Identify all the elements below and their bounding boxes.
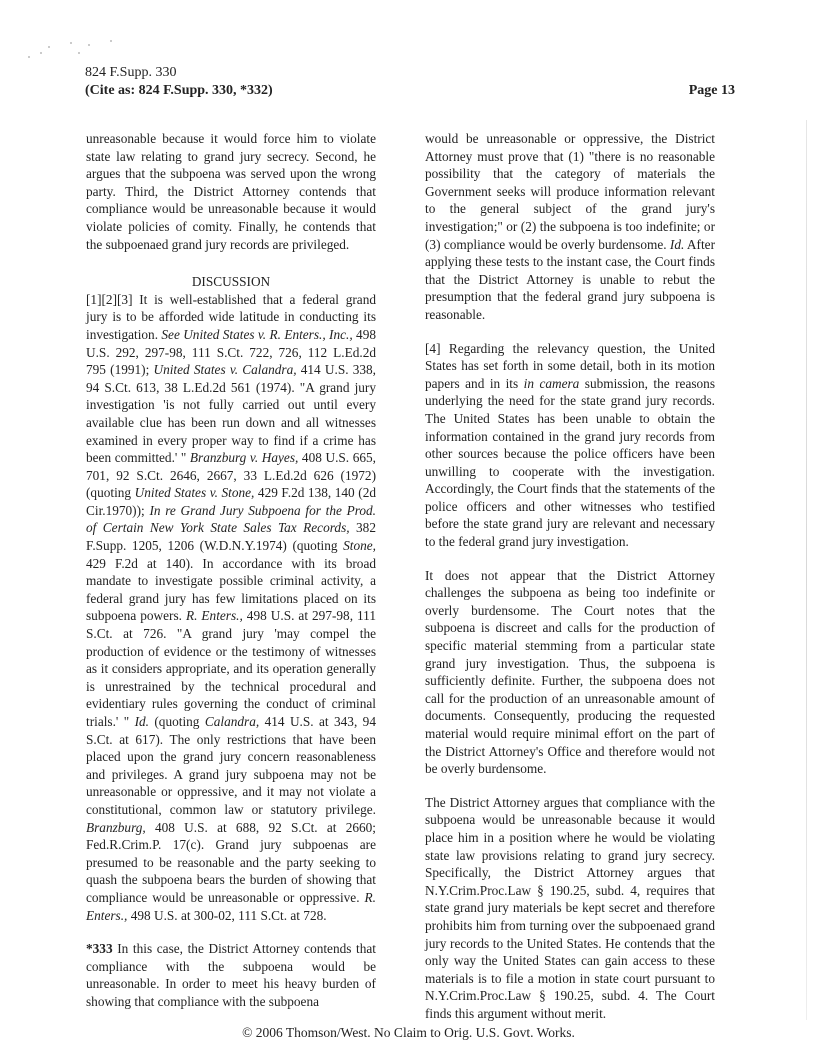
section-heading: DISCUSSION — [191, 274, 271, 290]
cite-as-line: (Cite as: 824 F.Supp. 330, *332) — [85, 83, 273, 98]
paragraph: The District Attorney argues that compliance with the subpoena would be unreasonable because it would place him in a position where he would be violating state law provisions relating to grand jury secrecy. Specifically, the District Attorney argues that N.Y.Crim.Proc.Law § 190.25, subd. 4, requires that state grand jury materials be kept secret and therefore prohibits him from turning over the subpoenaed grand jury records to the United States. He contends that the only way the United States can gain access to these materials is to file a motion in state court pursuant to N.Y.Crim.Proc.Law § 190.25, subd. 4. The Court finds this argument without merit. — [425, 794, 715, 1021]
scan-margin-edge — [806, 120, 807, 1020]
paragraph: unreasonable because it would force him to violate state law relating to grand jury secrecy. Second, he argues that the subpoena was served upon the wrong party. Third, the District Attorney contends that compliance would be unreasonable because it would violate policies of comity. Finally, he contends that the subpoenaed grand jury records are privileged. — [86, 131, 376, 252]
paragraph-discussion: [1][2][3] It is well-established that a federal grand jury is to be afforded wide latitude in conducting its investigation. See United States v. R. Enters., Inc., 498 U.S. 292, 297-98, 111 S.Ct. 722, 726, 112 L.Ed.2d 795 (1991); United States v. Calandra, 414 U.S. 338, 94 S.Ct. 613, 38 L.Ed.2d 561 (1974). "A grand jury investigation 'is not fully carried out until every available clue has been run down and all witnesses examined in every proper way to find if a crime has been committed.' " Branzburg v. Hayes, 408 U.S. 665, 701, 92 S.Ct. 2646, 2667, 33 L.Ed.2d 626 (1972) (quoting United States v. Stone, 429 F.2d 138, 140 (2d Cir.1970)); In re Grand Jury Subpoena for the Prod. of Certain New York State Sales Tax Records, 382 F.Supp. 1205, 1206 (W.D.N.Y.1974) (quoting Stone, 429 F.2d at 140). In accordance with its broad mandate to investigate possible criminal activity, a federal grand jury has few limitations placed on its subpoena powers. R. Enters., 498 U.S. at 297-98, 111 S.Ct. at 726. "A grand jury 'may compel the production of evidence or the testimony of witnesses as it considers appropriate, and its operation generally is unrestrained by the technical procedural and evidentiary rules governing the conduct of criminal trials.' " Id. (quoting Calandra, 414 U.S. at 343, 94 S.Ct. at 617). The only restrictions that have been placed upon the grand jury concern reasonableness and privileges. A grand jury subpoena may not be unreasonable or oppressive, and it may not violate a constitutional, common law or statutory privilege. Branzburg, 408 U.S. at 688, 92 S.Ct. at 2660; Fed.R.Crim.P. 17(c). Grand jury subpoenas are presumed to be reasonable and the party seeking to quash the subpoena bears the burden of showing that compliance would be unreasonable or oppressive. R. Enters., 498 U.S. at 300-02, 111 S.Ct. at 728. — [86, 291, 376, 923]
paragraph: [4] Regarding the relevancy question, the United States has set forth in some detail, both in its motion papers and in its in camera submission, the reasons underlying the need for the state grand jury records. The United States has been unable to obtain the information contained in the grand jury records from other sources because the police officers have been unwilling to cooperate with the investigation. Accordingly, the Court finds that the statements of the police officers and other witnesses who testified before the state grand jury are relevant and necessary to the federal grand jury investigation. — [425, 340, 715, 550]
page-number: Page 13 — [688, 83, 735, 98]
left-column — [86, 130, 376, 1027]
page-header — [85, 64, 735, 100]
paragraph: It does not appear that the District Attorney challenges the subpoena as being too indefinite or overly burdensome. The Court notes that the subpoena is discreet and calls for the production of specific material stemming from a particular state grand jury investigation. Thus, the subpoena is sufficiently definite. Further, the subpoena does not call for the production of an unreasonable amount of documents. Consequently, producing the requested material would require minimal effort on the part of the District Attorney's Office and therefore would not be overly burdensome. — [425, 567, 715, 777]
star-page-marker: *333 — [86, 941, 113, 957]
right-column — [425, 130, 715, 1039]
paragraph: would be unreasonable or oppressive, the District Attorney must prove that (1) "there is no reasonable possibility that the category of materials the Government seeks will produce information relevant to the general subject of the grand jury's investigation;" or (2) the subpoena is too indefinite; or (3) compliance would be overly burdensome. Id. After applying these tests to the instant case, the Court finds that the District Attorney is unable to rebut the presumption that the federal grand jury subpoena is reasonable. — [425, 131, 715, 322]
paragraph: *333 In this case, the District Attorney contends that compliance with the subpoena would be unreasonable. In order to meet his heavy burden of showing that compliance with the subpoena — [86, 941, 376, 1009]
copyright-footer: © 2006 Thomson/West. No Claim to Orig. U.S. Govt. Works. — [242, 1025, 575, 1040]
reporter-citation: 824 F.Supp. 330 — [85, 65, 177, 80]
